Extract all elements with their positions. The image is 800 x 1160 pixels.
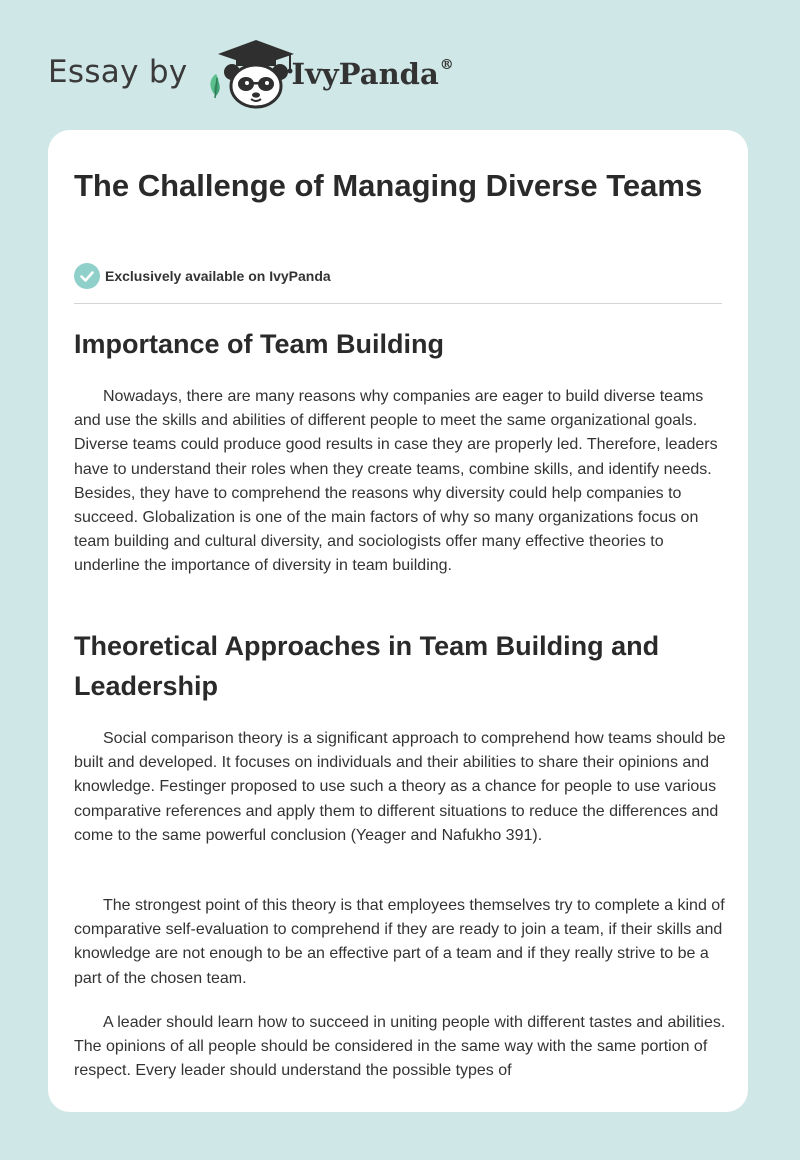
brand-name[interactable]: IvyPanda® xyxy=(291,57,454,91)
site-header xyxy=(48,34,454,110)
title-divider xyxy=(74,303,722,304)
paragraph: The strongest point of this theory is that employees themselves try to complete a kind of comparative self-evaluation to comprehend if they are ready to join a team, if their skills and knowledge are not enough to be an effective part of a team and if they really strive to be a part of the chosen team. xyxy=(74,897,725,987)
section-heading-theoretical: Theoretical Approaches in Team Building and Leadership xyxy=(74,631,660,701)
exclusive-label: Exclusively available on IvyPanda xyxy=(105,268,331,284)
registered-mark: ® xyxy=(439,57,454,74)
check-icon xyxy=(74,263,100,289)
essay-card xyxy=(48,130,748,1112)
paragraph: Nowadays, there are many reasons why companies are eager to build diverse teams and use the skills and abilities of different people to meet the same organizational goals. Diverse teams could produce good results in case they are properly led. Therefore, leaders have to understand their roles when they create teams, combine skills, and identify needs. Besides, they have to comprehend the reasons why diversity could help companies to succeed. Globalization is one of the main factors of why so many organizations focus on team building and cultural diversity, and sociologists offer many effective theories to underline the importance of diversity in team building. xyxy=(74,388,718,575)
section-heading-importance: Importance of Team Building xyxy=(74,329,445,359)
paragraph: A leader should learn how to succeed in uniting people with different tastes and abilities. The opinions of all people should be considered in the same way with the same portion of respect. Every leader should understand the possible types of xyxy=(74,1014,726,1080)
paragraph: Social comparison theory is a significant approach to comprehend how teams should be built and developed. It focuses on individuals and their abilities to share their opinions and knowledge. Festinger proposed to use such a theory as a chance for people to use various comparative references and apply them to different situations to reduce the differences and come to the same powerful conclusion (Yeager and Nafukho 391). xyxy=(74,730,726,844)
graduation-panda-icon xyxy=(202,34,298,110)
essay-title: The Challenge of Managing Diverse Teams xyxy=(74,168,703,203)
essay-by-label: Essay by xyxy=(48,54,188,90)
exclusive-badge xyxy=(74,262,331,290)
